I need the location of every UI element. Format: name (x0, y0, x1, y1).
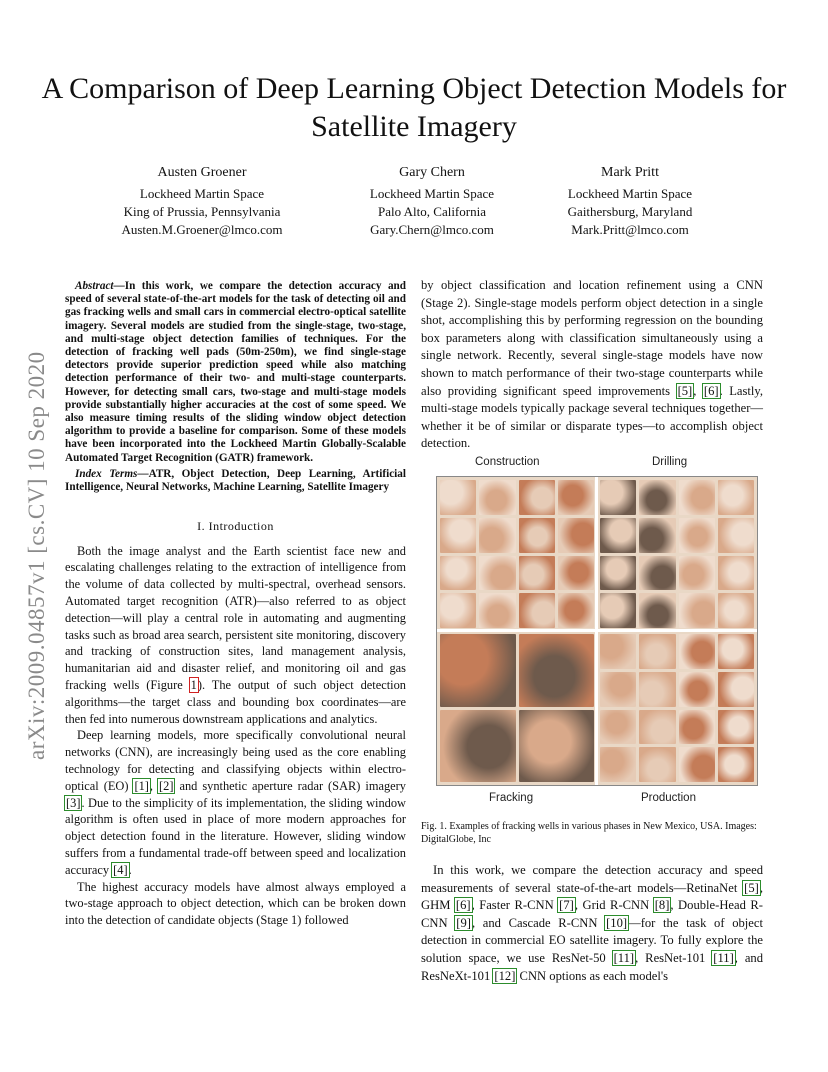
label-production: Production (641, 792, 696, 804)
text-run: Both the image analyst and the Earth scientist face new and escalating challenges relating to the extraction of intelligence from the volume of data collected by multi-spectral, overhead sensors. Automated target recognition (ATR)—also referred to as object detection—will play a central role in automating and augmenting tasks such as broad area search, persistent site monitoring, discovery and tracking of construction sites, land management analysis, humanitarian aid and disaster relief, and monitoring oil and gas fracking wells (Figure (65, 543, 406, 693)
citation-link[interactable]: [6] (455, 898, 471, 913)
figure-1 (432, 454, 762, 806)
label-construction: Construction (475, 456, 540, 468)
satellite-tile (718, 518, 754, 553)
arxiv-identifier: arXiv:2009.04857v1 [cs.CV] 10 Sep 2020 (24, 351, 49, 760)
citation-link[interactable]: [5] (744, 880, 759, 895)
author-location: Gaithersburg, Maryland (567, 204, 693, 219)
text-run: , and Cascade R-CNN (471, 915, 606, 930)
satellite-tile (679, 593, 715, 628)
satellite-tile (519, 480, 555, 515)
satellite-tile (718, 747, 754, 782)
citation-link[interactable]: [8] (654, 898, 670, 913)
satellite-tile (718, 556, 754, 591)
satellite-tile (718, 593, 754, 628)
text-run: , GHM (421, 880, 763, 913)
abstract-text: —In this work, we compare the detection accuracy and speed of several state-of-the-art models for the task of detecting oil and gas fracking wells and small cars in commercial electro-optical satellite imagery. Several models are studied from the single-stage, two-stage, and multi-stage object detection families of techniques. For the detection of fracking well pads (50m-250m), we find single-stage detectors provide superior prediction speed while also matching detection performance of their two- and multi-stage counterparts. However, for detecting small cars, two-stage and multi-stage models provide substantially higher accuracies at the cost of some speed. We also measure timing results of the sliding window object detection algorithm to provide a baseline for comparison. Some of these models have been incorporated into the Lockheed Martin Globally-Scalable Automated Target Recognition (GATR) framework. (65, 280, 406, 464)
satellite-tile (558, 593, 594, 628)
satellite-tile (639, 747, 675, 782)
citation-link[interactable]: [5] (677, 383, 693, 398)
mosaic-divider-horizontal (437, 629, 757, 632)
index-terms (65, 468, 406, 494)
right-column-top (421, 277, 763, 453)
text-run: In this work, we compare the detection accuracy and speed measurements of several state-of-the-art models—RetinaNet (421, 863, 763, 895)
text-run: . Lastly, multi-stage models typically package several techniques together—whether it be of similar or disparate types—to accomplish object detection. (421, 383, 764, 451)
satellite-tile (600, 672, 636, 707)
production-quadrant (597, 631, 757, 785)
author-name: Austen Groener (157, 165, 247, 180)
satellite-tile (558, 480, 594, 515)
author-name: Gary Chern (399, 165, 465, 180)
satellite-tile (679, 672, 715, 707)
satellite-tile (639, 518, 675, 553)
text-run: , (149, 778, 159, 793)
text-run: , (693, 383, 703, 398)
satellite-tile (718, 634, 754, 669)
drilling-quadrant (597, 477, 757, 631)
satellite-tile (679, 480, 715, 515)
satellite-tile (639, 556, 675, 591)
citation-link[interactable]: [7] (559, 898, 574, 913)
text-run: , Double-Head R-CNN (421, 898, 763, 930)
satellite-tile (558, 556, 594, 591)
index-terms-lead: Index Terms (75, 467, 138, 480)
text-run: by object classification and location refinement using a CNN (Stage 2). Single-stage models perform object detection in a single shot, accomplishing this by performing regression on the bounding box parameters along with classification simultaneously using a single network. Recently, several single-stage models have now shown to match performance of their two-stage counterparts while also providing significant speed improvements (421, 278, 763, 398)
satellite-tile (558, 518, 594, 553)
satellite-tile (479, 480, 515, 515)
satellite-tile (600, 556, 636, 591)
satellite-tile (479, 518, 515, 553)
satellite-tile (519, 710, 595, 783)
satellite-tile (440, 480, 476, 515)
author-email: Mark.Pritt@lmco.com (571, 222, 689, 237)
label-fracking: Fracking (489, 792, 534, 804)
abstract (65, 280, 406, 465)
satellite-tile (479, 593, 515, 628)
citation-link[interactable]: [4] (113, 862, 128, 877)
fracking-quadrant (437, 631, 597, 785)
text-run: CNN options as each model's (516, 968, 669, 983)
text-run: . (128, 862, 132, 877)
satellite-tile (519, 556, 555, 591)
construction-quadrant (437, 477, 597, 631)
author-affiliation: Lockheed Martin Space (139, 186, 265, 201)
citation-link[interactable]: [6] (703, 383, 719, 398)
satellite-tile (679, 634, 715, 669)
author-affiliation: Lockheed Martin Space (369, 186, 495, 201)
label-drilling: Drilling (652, 456, 688, 468)
text-run: Deep learning models, more specifically convolutional neural networks (CNN), are increasingly being used as the core enabling technology for detecting and classifying objects within electro-optical (EO) (65, 728, 406, 793)
satellite-tile (600, 518, 636, 553)
satellite-tile (440, 518, 476, 553)
text-run: and synthetic aperture radar (SAR) imagery (174, 778, 406, 793)
text-run: —for the task of object detection in commercial EO satellite imagery. To fully explore the solution space, we use ResNet-50 (421, 915, 763, 965)
satellite-tile (519, 634, 595, 707)
right-column-bottom (421, 862, 763, 985)
paper-title: A Comparison of Deep Learning Object Detection Models for Satellite Imagery (41, 72, 787, 143)
satellite-tile (679, 518, 715, 553)
citation-link[interactable]: [11] (713, 950, 734, 965)
satellite-tile (639, 672, 675, 707)
citation-link[interactable]: [1] (134, 778, 149, 793)
abstract-lead: Abstract (75, 280, 114, 292)
intro-paragraph-1 (65, 543, 406, 728)
satellite-tile (718, 672, 754, 707)
author-block-2 (322, 164, 542, 239)
satellite-tile (639, 710, 675, 745)
satellite-tile (440, 634, 516, 707)
intro-paragraph-2 (65, 727, 406, 878)
satellite-tile (718, 710, 754, 745)
satellite-tile (600, 480, 636, 515)
author-name: Mark Pritt (601, 165, 659, 180)
satellite-image-mosaic (436, 476, 758, 786)
left-column (65, 280, 406, 929)
satellite-tile (600, 747, 636, 782)
citation-link[interactable]: [10] (606, 915, 628, 930)
author-block-3 (520, 164, 740, 239)
satellite-tile (639, 634, 675, 669)
author-location: Palo Alto, California (378, 204, 486, 219)
text-run: . Due to the simplicity of its implementation, the sliding window algorithm is often used in place of more modern approaches for object detection found in the literature. However, sliding window suffers from a fundamental trade-off between speed and localization accuracy (65, 795, 406, 877)
satellite-tile (679, 710, 715, 745)
satellite-tile (718, 480, 754, 515)
satellite-tile (639, 480, 675, 515)
satellite-tile (479, 556, 515, 591)
satellite-tile (519, 593, 555, 628)
index-terms-text: —ATR, Object Detection, Deep Learning, Artificial Intelligence, Neural Networks, Machine Learning, Satellite Imagery (65, 467, 406, 494)
satellite-tile (600, 710, 636, 745)
text-run: , ResNet-101 (635, 950, 713, 965)
text-run: ). The output of such object detection algorithms—the target class and bounding box coordinates—are then fed into numerous downstream applications and analytics. (65, 678, 406, 726)
author-block-1 (92, 164, 312, 239)
citation-link[interactable]: [12] (494, 968, 516, 983)
satellite-tile (600, 593, 636, 628)
citation-link[interactable]: [9] (456, 915, 471, 930)
section-heading: I. Introduction (197, 519, 274, 534)
satellite-tile (440, 710, 516, 783)
satellite-tile (440, 556, 476, 591)
author-email: Gary.Chern@lmco.com (370, 222, 494, 237)
satellite-tile (519, 518, 555, 553)
satellite-tile (639, 593, 675, 628)
satellite-tile (679, 747, 715, 782)
intro-paragraph-4 (421, 862, 763, 985)
intro-paragraph-3: The highest accuracy models have almost always employed a two-stage approach to object detection, which can be broken down into the detection of candidate objects (Stage 1) followed (65, 879, 406, 928)
satellite-tile (679, 556, 715, 591)
author-email: Austen.M.Groener@lmco.com (121, 222, 283, 237)
figure-caption: Fig. 1. Examples of fracking wells in various phases in New Mexico, USA. Images: DigitalGlobe, Inc (421, 821, 757, 845)
text-run: , and ResNeXt-101 (421, 950, 764, 983)
figure-link[interactable]: 1 (190, 678, 197, 693)
citation-link[interactable]: [3] (66, 795, 81, 810)
text-run: , Faster R-CNN (471, 898, 559, 913)
author-affiliation: Lockheed Martin Space (567, 186, 693, 201)
author-location: King of Prussia, Pennsylvania (123, 204, 281, 219)
continued-paragraph (421, 277, 763, 453)
citation-link[interactable]: [2] (159, 778, 174, 793)
satellite-tile (440, 593, 476, 628)
citation-link[interactable]: [11] (613, 950, 635, 965)
text-run: , Grid R-CNN (574, 898, 654, 913)
satellite-tile (600, 634, 636, 669)
